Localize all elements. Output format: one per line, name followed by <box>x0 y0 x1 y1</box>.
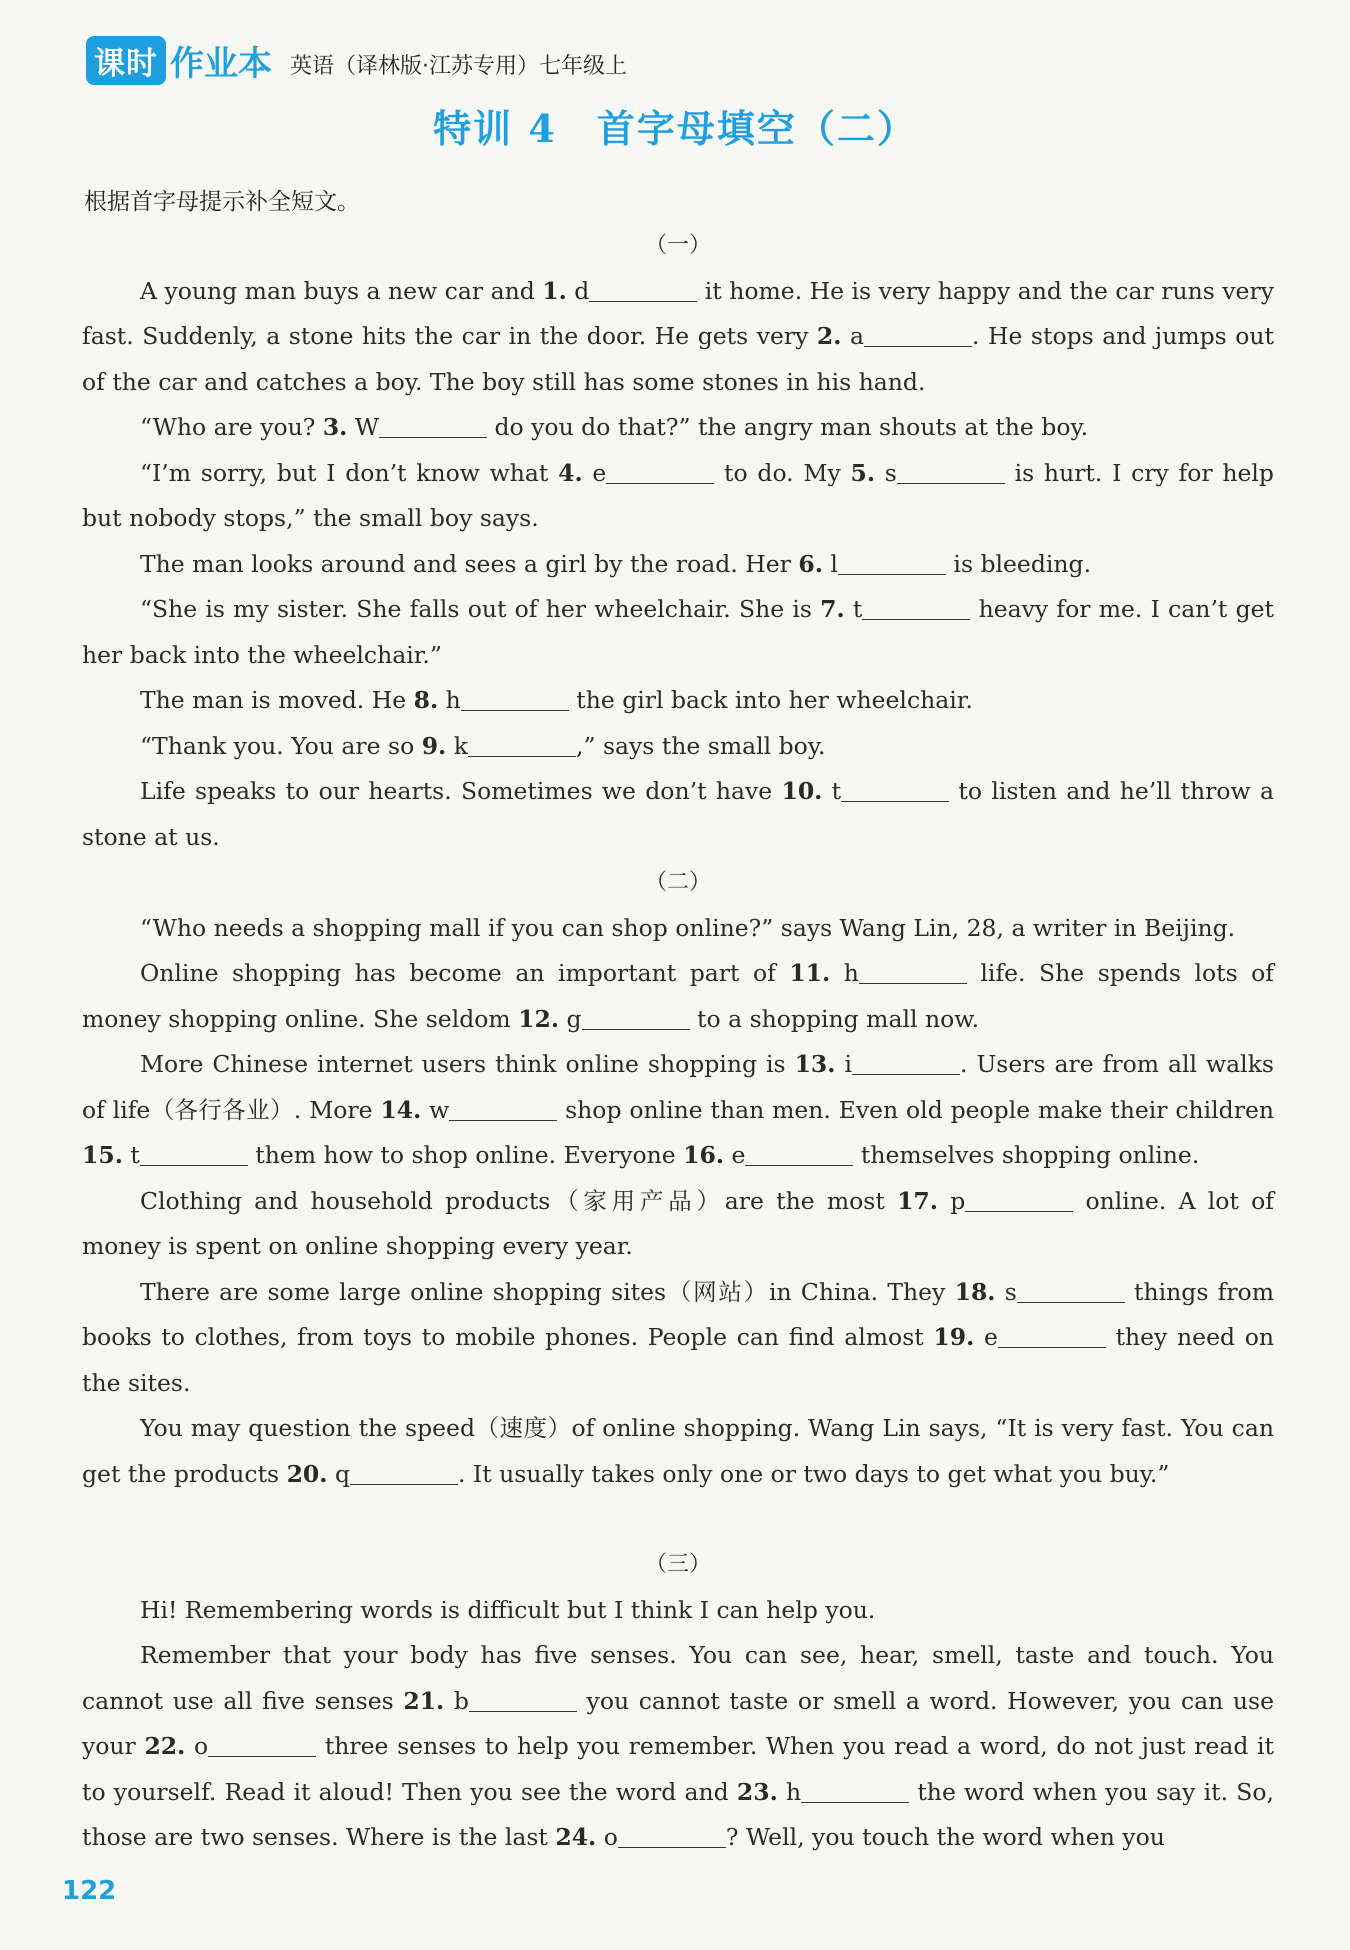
page-number: 122 <box>62 1876 117 1906</box>
question-number: 1. <box>542 276 567 305</box>
brand-logo-box: 课时 <box>86 36 166 85</box>
paragraph: A young man buys a new car and 1. d it home. He is very happy and the car runs very fast. Suddenly, a stone hits the car in the door. He gets very 2. a . He stops and jumps out of the car and catches a boy. The boy still has some stones in his hand. <box>82 276 1274 396</box>
question-number: 7. <box>820 595 845 623</box>
question-number: 24. <box>555 1823 597 1851</box>
initial-letter-hint: t <box>852 595 863 623</box>
section-heading: （二） <box>644 870 711 895</box>
question-number: 10. <box>781 777 823 805</box>
question-number: 20. <box>286 1459 328 1488</box>
paragraph: The man looks around and sees a girl by the road. Her 6. l is bleeding. <box>140 549 1092 578</box>
answer-blank[interactable] <box>350 1460 458 1485</box>
answer-blank[interactable] <box>859 960 967 985</box>
answer-blank[interactable] <box>582 1005 690 1030</box>
answer-blank[interactable] <box>801 1778 909 1803</box>
answer-blank[interactable] <box>852 1051 960 1076</box>
question-number: 8. <box>413 686 439 714</box>
initial-letter-hint: o <box>603 1823 618 1851</box>
paragraph: “Who are you? 3. W do you do that?” the angry man shouts at the boy. <box>140 413 1089 441</box>
question-number: 13. <box>794 1050 836 1078</box>
question-number: 3. <box>322 413 348 441</box>
answer-blank[interactable] <box>1017 1278 1125 1303</box>
question-number: 6. <box>798 549 823 578</box>
page-title: 特训 4 首字母填空（二） <box>433 106 917 151</box>
initial-letter-hint: t <box>831 777 842 805</box>
question-number: 21. <box>403 1686 445 1715</box>
initial-letter-hint: i <box>844 1050 852 1078</box>
initial-letter-hint: s <box>884 458 897 487</box>
question-number: 23. <box>736 1777 778 1806</box>
paragraph: There are some large online shopping sites（网站）in China. They 18. s things from books to clothes, from toys to mobile phones. People can find almost 19. e they need on the sites. <box>82 1277 1274 1397</box>
initial-letter-hint: q <box>334 1459 350 1488</box>
paragraph: “Thank you. You are so 9. k ,” says the small boy. <box>140 731 826 760</box>
initial-letter-hint: h <box>445 686 461 714</box>
answer-blank[interactable] <box>618 1824 726 1849</box>
answer-blank[interactable] <box>140 1142 248 1167</box>
answer-blank[interactable] <box>745 1142 853 1167</box>
answer-blank[interactable] <box>469 1687 577 1712</box>
initial-letter-hint: a <box>850 322 865 350</box>
passage-section-2 <box>82 860 1274 1497</box>
initial-letter-hint: k <box>453 731 468 760</box>
question-number: 16. <box>683 1141 725 1169</box>
answer-blank[interactable] <box>461 687 569 712</box>
initial-letter-hint: e <box>983 1323 998 1351</box>
paragraph: Online shopping has become an important part of 11. h life. She spends lots of money shopping online. She seldom 12. g to a shopping mall now. <box>82 959 1274 1033</box>
paragraph: “I’m sorry, but I don’t know what 4. e to do. My 5. s is hurt. I cry for help but nobody stops,” the small boy says. <box>82 458 1274 532</box>
initial-letter-hint: e <box>731 1141 746 1169</box>
question-number: 9. <box>421 731 447 760</box>
answer-blank[interactable] <box>838 550 946 575</box>
initial-letter-hint: w <box>429 1095 450 1124</box>
question-number: 5. <box>850 458 876 487</box>
initial-letter-hint: h <box>786 1777 802 1806</box>
passage-section-1 <box>82 223 1274 860</box>
initial-letter-hint: W <box>354 413 380 441</box>
answer-blank[interactable] <box>897 459 1005 484</box>
question-number: 11. <box>789 959 831 987</box>
initial-letter-hint: o <box>194 1732 209 1760</box>
paragraph: You may question the speed（速度）of online shopping. Wang Lin says, “It is very fast. You can get the products 20. q . It usually takes only one or two days to get what you buy.” <box>82 1414 1274 1488</box>
section-heading: （一） <box>644 233 711 258</box>
answer-blank[interactable] <box>862 596 970 621</box>
answer-blank[interactable] <box>965 1187 1073 1212</box>
answer-blank[interactable] <box>998 1324 1106 1349</box>
initial-letter-hint: d <box>574 276 590 305</box>
initial-letter-hint: b <box>453 1686 469 1715</box>
brand-name: 作业本 <box>170 44 272 84</box>
paragraph: Hi! Remembering words is difficult but I think I can help you. <box>140 1595 876 1624</box>
paragraph: Clothing and household products（家用产品）are the most 17. p online. A lot of money is spent on online shopping every year. <box>82 1186 1274 1260</box>
answer-blank[interactable] <box>864 323 972 348</box>
section-heading: （三） <box>644 1552 711 1577</box>
question-number: 15. <box>82 1141 123 1169</box>
passage-section-3 <box>82 1542 1274 1861</box>
question-number: 22. <box>144 1732 186 1760</box>
paragraph: More Chinese internet users think online shopping is 13. i . Users are from all walks of life（各行各业）. More 14. w shop online than men. Even old people make their children 15. t them how to shop online. Everyone 16. e themselves shopping online. <box>82 1050 1274 1169</box>
answer-blank[interactable] <box>841 778 949 803</box>
subject-label: 英语（译林版·江苏专用）七年级上 <box>290 54 627 79</box>
initial-letter-hint: s <box>1004 1277 1017 1306</box>
initial-letter-hint: l <box>830 549 838 578</box>
initial-letter-hint: p <box>950 1186 966 1215</box>
paragraph: Remember that your body has five senses. You can see, hear, smell, taste and touch. You cannot use all five senses 21. b you cannot taste or smell a word. However, you can use your 22. o three senses to help you remember. When you read a word, do not just read it to yourself. Read it aloud! Then you see the word and 23. h the word when you say it. So, those are two senses. Where is the last 24. o ? Well, you touch the word when you <box>82 1641 1274 1851</box>
initial-letter-hint: h <box>843 959 859 987</box>
question-number: 19. <box>933 1323 975 1351</box>
answer-blank[interactable] <box>208 1733 316 1758</box>
question-number: 4. <box>558 458 583 487</box>
paragraph: The man is moved. He 8. h the girl back into her wheelchair. <box>140 686 973 714</box>
question-number: 2. <box>816 322 842 350</box>
paragraph: “She is my sister. She falls out of her wheelchair. She is 7. t heavy for me. I can’t get her back into the wheelchair.” <box>82 595 1274 669</box>
header <box>86 36 627 85</box>
question-number: 18. <box>954 1277 996 1306</box>
paragraph: Life speaks to our hearts. Sometimes we don’t have 10. t to listen and he’ll throw a stone at us. <box>82 777 1274 851</box>
instruction: 根据首字母提示补全短文。 <box>84 189 360 215</box>
question-number: 12. <box>518 1004 560 1033</box>
question-number: 17. <box>897 1186 938 1215</box>
question-number: 14. <box>380 1095 422 1124</box>
answer-blank[interactable] <box>449 1096 557 1121</box>
paragraph: “Who needs a shopping mall if you can shop online?” says Wang Lin, 28, a writer in Beijing. <box>140 913 1236 942</box>
answer-blank[interactable] <box>468 732 576 757</box>
answer-blank[interactable] <box>606 459 714 484</box>
answer-blank[interactable] <box>589 277 697 302</box>
initial-letter-hint: g <box>566 1004 582 1033</box>
answer-blank[interactable] <box>379 414 487 439</box>
initial-letter-hint: t <box>130 1141 140 1169</box>
initial-letter-hint: e <box>592 458 607 487</box>
